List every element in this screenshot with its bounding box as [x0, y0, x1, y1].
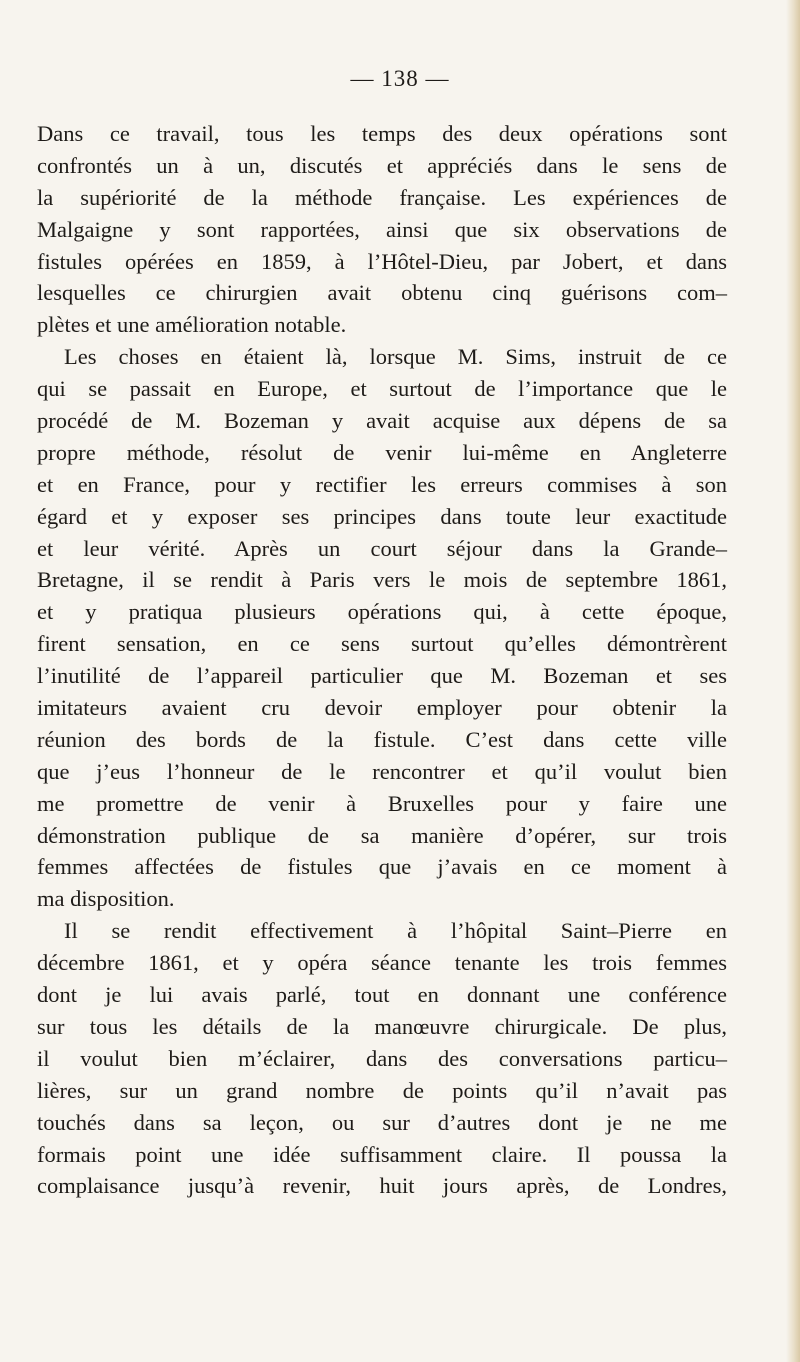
- text-line: Il se rendit effectivement à l’hôpital Saint–Pierre en: [64, 918, 727, 944]
- text-line: confrontés un à un, discutés et appréciés dans le sens de: [37, 152, 727, 178]
- text-line: et leur vérité. Après un court séjour dans la Grande–: [37, 535, 727, 561]
- text-line: lières, sur un grand nombre de points qu’il n’avait pas: [37, 1077, 727, 1103]
- text-line: Malgaigne y sont rapportées, ainsi que six observations de: [37, 216, 727, 242]
- text-line: touchés dans sa leçon, ou sur d’autres dont je ne me: [37, 1109, 727, 1135]
- page-number: — 138 —: [350, 66, 450, 91]
- text-line: Dans ce travail, tous les temps des deux opérations sont: [37, 121, 727, 146]
- text-line: ma disposition.: [37, 886, 175, 912]
- page-edge-shadow: [786, 0, 800, 1362]
- text-line: procédé de M. Bozeman y avait acquise aux dépens de sa: [37, 408, 727, 434]
- text-line: firent sensation, en ce sens surtout qu’elles démontrèrent: [37, 631, 727, 657]
- text-line: qui se passait en Europe, et surtout de l’importance que le: [37, 376, 727, 402]
- text-line: fistules opérées en 1859, à l’Hôtel-Dieu, par Jobert, et dans: [37, 248, 727, 274]
- text-line: Bretagne, il se rendit à Paris vers le mois de septembre 1861,: [37, 567, 727, 593]
- text-line: me promettre de venir à Bruxelles pour y faire une: [37, 790, 727, 816]
- text-line: lesquelles ce chirurgien avait obtenu cinq guérisons com–: [37, 280, 727, 306]
- text-line: réunion des bords de la fistule. C’est dans cette ville: [37, 726, 727, 752]
- text-line: la supériorité de la méthode française. Les expériences de: [37, 184, 727, 210]
- text-line: femmes affectées de fistules que j’avais en ce moment à: [37, 854, 727, 880]
- text-line: dont je lui avais parlé, tout en donnant une conférence: [37, 982, 727, 1008]
- text-line: complaisance jusqu’à revenir, huit jours après, de Londres,: [37, 1173, 727, 1199]
- text-line: et y pratiqua plusieurs opérations qui, à cette époque,: [37, 599, 727, 625]
- body-text: [37, 118, 727, 1202]
- text-line: l’inutilité de l’appareil particulier que M. Bozeman et ses: [37, 663, 727, 689]
- text-line: sur tous les détails de la manœuvre chirurgicale. De plus,: [37, 1013, 727, 1039]
- text-line: formais point une idée suffisamment claire. Il poussa la: [37, 1141, 727, 1167]
- text-line: plètes et une amélioration notable.: [37, 312, 347, 338]
- text-line: il voulut bien m’éclairer, dans des conversations particu–: [37, 1045, 727, 1071]
- text-line: que j’eus l’honneur de le rencontrer et qu’il voulut bien: [37, 758, 727, 784]
- text-line: imitateurs avaient cru devoir employer pour obtenir la: [37, 695, 727, 721]
- text-line: décembre 1861, et y opéra séance tenante les trois femmes: [37, 950, 727, 976]
- text-line: propre méthode, résolut de venir lui-même en Angleterre: [37, 439, 727, 465]
- text-line: et en France, pour y rectifier les erreurs commises à son: [37, 471, 727, 497]
- text-line: égard et y exposer ses principes dans toute leur exactitude: [37, 503, 727, 529]
- text-line: démonstration publique de sa manière d’opérer, sur trois: [37, 822, 727, 848]
- text-line: Les choses en étaient là, lorsque M. Sims, instruit de ce: [64, 344, 727, 370]
